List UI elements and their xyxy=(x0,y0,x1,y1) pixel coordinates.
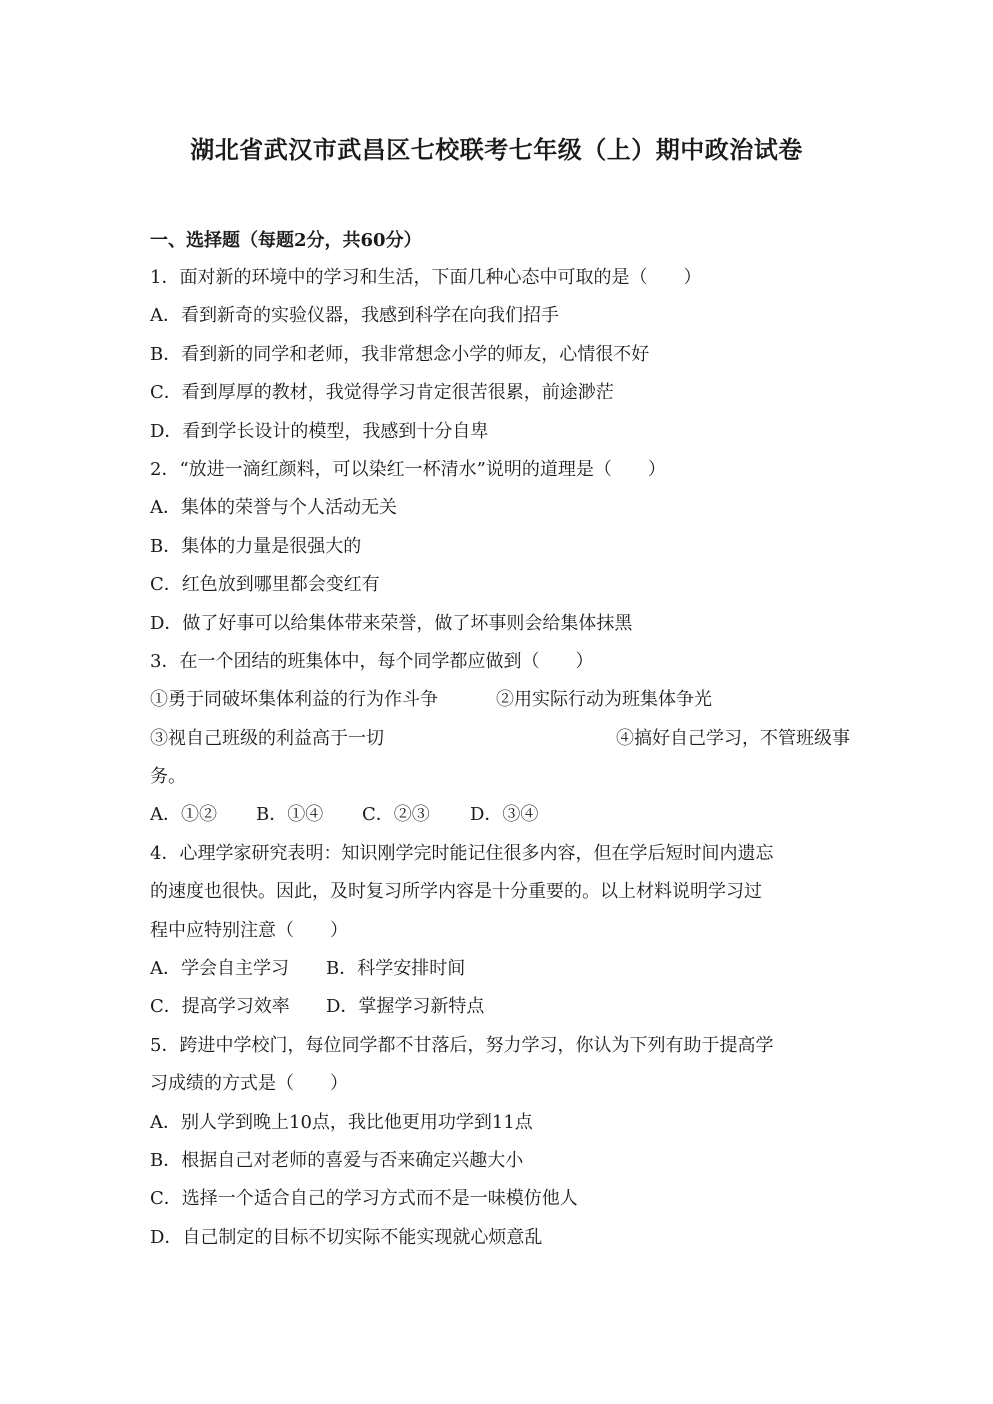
question-3-item-4: ④搞好自己学习，不管班级事 xyxy=(616,727,850,749)
question-5-stem-line-2: 习成绩的方式是（ ） xyxy=(150,1073,348,1095)
question-2-stem: 2．“放进一滴红颜料，可以染红一杯清水”说明的道理是（ ） xyxy=(150,458,666,480)
question-4-option-d: D．掌握学习新特点 xyxy=(326,996,485,1018)
question-3-items-row-1 xyxy=(150,681,850,719)
question-3-option-c: C．②③ xyxy=(362,804,430,826)
question-3-items-row-2 xyxy=(150,720,850,758)
question-4-option-a: A．学会自主学习 xyxy=(150,958,289,980)
question-3-option-a: A．①② xyxy=(150,804,217,826)
question-5-stem-line-1: 5．跨进中学校门，每位同学都不甘落后，努力学习，你认为下列有助于提高学 xyxy=(150,1034,774,1056)
question-4-option-c: C．提高学习效率 xyxy=(150,996,290,1018)
question-4-stem-line-1: 4．心理学家研究表明：知识刚学完时能记住很多内容，但在学后短时间内遗忘 xyxy=(150,842,774,864)
question-1-option-b: B．看到新的同学和老师，我非常想念小学的师友，心情很不好 xyxy=(150,343,650,365)
question-4-stem-line-2: 的速度也很快。因此，及时复习所学内容是十分重要的。以上材料说明学习过 xyxy=(150,881,762,903)
question-5-option-c: C．选择一个适合自己的学习方式而不是一味模仿他人 xyxy=(150,1188,578,1210)
question-4-option-b: B．科学安排时间 xyxy=(326,958,466,980)
section-heading: 一、选择题（每题2分，共60分） xyxy=(150,230,422,251)
question-3-item-1: ①勇于同破坏集体利益的行为作斗争 xyxy=(150,689,438,711)
question-3-item-3: ③视自己班级的利益高于一切 xyxy=(150,727,384,749)
question-3-options xyxy=(150,796,850,834)
questions-body xyxy=(150,259,850,1257)
question-3-option-d: D．③④ xyxy=(470,804,539,826)
question-4-options-row-1 xyxy=(150,950,850,988)
question-1-option-a: A．看到新奇的实验仪器，我感到科学在向我们招手 xyxy=(150,305,559,327)
question-5-option-a: A．别人学到晚上10点，我比他更用功学到11点 xyxy=(150,1111,533,1133)
question-4-options-row-2 xyxy=(150,988,850,1026)
question-5-option-d: D．自己制定的目标不切实际不能实现就心烦意乱 xyxy=(150,1226,543,1248)
question-3-item-2: ②用实际行动为班集体争光 xyxy=(496,689,712,711)
question-3-option-b: B．①④ xyxy=(256,804,324,826)
question-2-option-a: A．集体的荣誉与个人活动无关 xyxy=(150,497,397,519)
question-3-item-4-continued: 务。 xyxy=(150,766,186,788)
question-2-option-d: D．做了好事可以给集体带来荣誉，做了坏事则会给集体抹黑 xyxy=(150,612,633,634)
question-1-stem: 1．面对新的环境中的学习和生活，下面几种心态中可取的是（ ） xyxy=(150,267,702,288)
question-4-stem-line-3: 程中应特别注意（ ） xyxy=(150,919,348,941)
question-2-option-c: C．红色放到哪里都会变红有 xyxy=(150,574,380,596)
question-3-stem: 3．在一个团结的班集体中，每个同学都应做到（ ） xyxy=(150,650,594,672)
question-1-option-d: D．看到学长设计的模型，我感到十分自卑 xyxy=(150,420,489,442)
question-2-option-b: B．集体的力量是很强大的 xyxy=(150,535,362,557)
question-1-option-c: C．看到厚厚的教材，我觉得学习肯定很苦很累，前途渺茫 xyxy=(150,382,614,404)
question-5-option-b: B．根据自己对老师的喜爱与否来确定兴趣大小 xyxy=(150,1149,524,1171)
page-title: 湖北省武汉市武昌区七校联考七年级（上）期中政治试卷 xyxy=(190,135,803,164)
